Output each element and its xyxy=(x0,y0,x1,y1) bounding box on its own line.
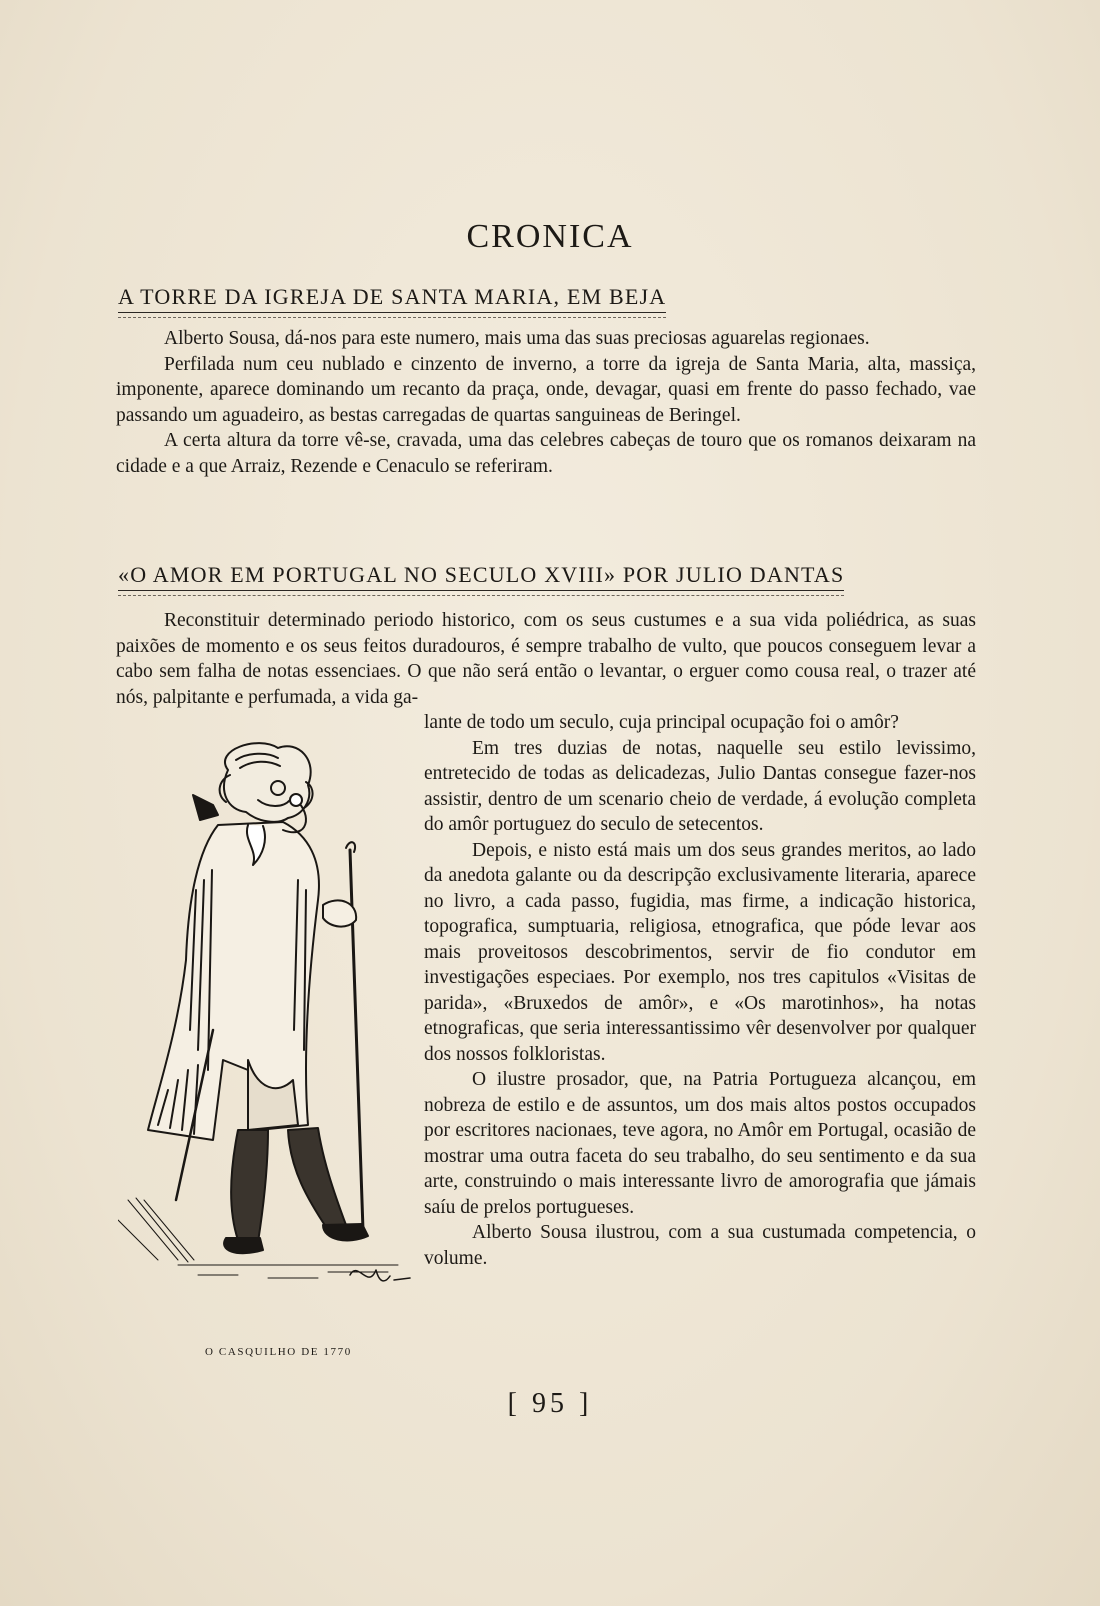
bleed-through-text xyxy=(540,150,546,176)
section-heading-text: A TORRE DA IGREJA DE SANTA MARIA, EM BEJA xyxy=(118,284,667,309)
casquilho-illustration xyxy=(118,730,428,1330)
section1-body xyxy=(116,326,976,479)
page-number: [ 95 ] xyxy=(507,1388,593,1419)
figure-caption: O CASQUILHO DE 1770 xyxy=(205,1346,352,1358)
section-heading-amor xyxy=(118,562,844,591)
paragraph: Depois, e nisto está mais um dos seus grandes meritos, ao lado da anedota galante ou da descripção exclusivamente literaria, aparece no livro, a cada passo, fugidia, mas firme, a indicação historica, topografica, sumptuaria, religiosa, etnografica, que póde levar aos mais proveitosos descobrimentos, servir de fio condutor em investigações especiaes. Por exemplo, nos tres capitulos «Visitas de parida», «Bruxedos de amôr», e «Os marotinhos», ha notas etnograficas, que seria interessantissimo vêr desenvolver por qualquer dos nossos folkloristas. xyxy=(424,839,976,1065)
heading-rule xyxy=(118,317,666,318)
section2-intro xyxy=(116,608,976,710)
paragraph: Alberto Sousa, dá-nos para este numero, mais uma das suas preciosas aguarelas regionaes. xyxy=(164,328,870,349)
paragraph: Perfilada num ceu nublado e cinzento de inverno, a torre da igreja de Santa Maria, alta, massiça, imponente, aparece dominando um recanto da praça, onde, devagar, quasi em frente do passo fechado, vae passando um aguadeiro, as bestas carregadas de quartas sanguineas de Beringel. xyxy=(116,353,976,426)
heading-rule xyxy=(118,595,844,596)
paragraph-continuation: lante de todo um seculo, cuja principal ocupação foi o amôr? xyxy=(424,712,899,733)
paragraph: Em tres duzias de notas, naquelle seu estilo levissimo, entretecido de todas as delicadezas, Julio Dantas consegue fazer-nos assistir, dentro de um scenario cheio de verdade, á evolução completa do amôr portuguez do seculo de setecentos. xyxy=(424,737,976,835)
section2-body xyxy=(424,710,976,1271)
page-title: CRONICA xyxy=(466,218,634,255)
section-heading-text: «O AMOR EM PORTUGAL NO SECULO XVIII» POR JULIO DANTAS xyxy=(118,562,845,587)
casquilho-drawing xyxy=(118,730,428,1330)
section-heading-torre xyxy=(118,284,666,313)
paragraph: Alberto Sousa ilustrou, com a sua custumada competencia, o volume. xyxy=(424,1222,976,1269)
paragraph: A certa altura da torre vê-se, cravada, uma das celebres cabeças de touro que os romanos deixaram na cidade e a que Arraiz, Rezende e Cenaculo se referiram. xyxy=(116,430,976,477)
paragraph: O ilustre prosador, que, na Patria Portugueza alcançou, em nobreza de estilo e de assuntos, um dos mais altos postos occupados por escritores nacionaes, teve agora, no Amôr em Portugal, ocasião de mostrar uma outra faceta do seu trabalho, do seu sentimento e da sua arte, construindo o mais interessante livro de amorografia que jámais saíu de prelos portugueses. xyxy=(424,1069,976,1218)
paragraph: Reconstituir determinado periodo historico, com os seus custumes e a sua vida poliédrica, as suas paixões de momento e os seus feitos duradouros, é sempre trabalho de vulto, que poucos conseguem levar a cabo sem falha de notas essenciaes. O que não será então o levantar, o erguer como cousa real, o trazer até nós, palpitante e perfumada, a vida ga- xyxy=(116,610,976,708)
